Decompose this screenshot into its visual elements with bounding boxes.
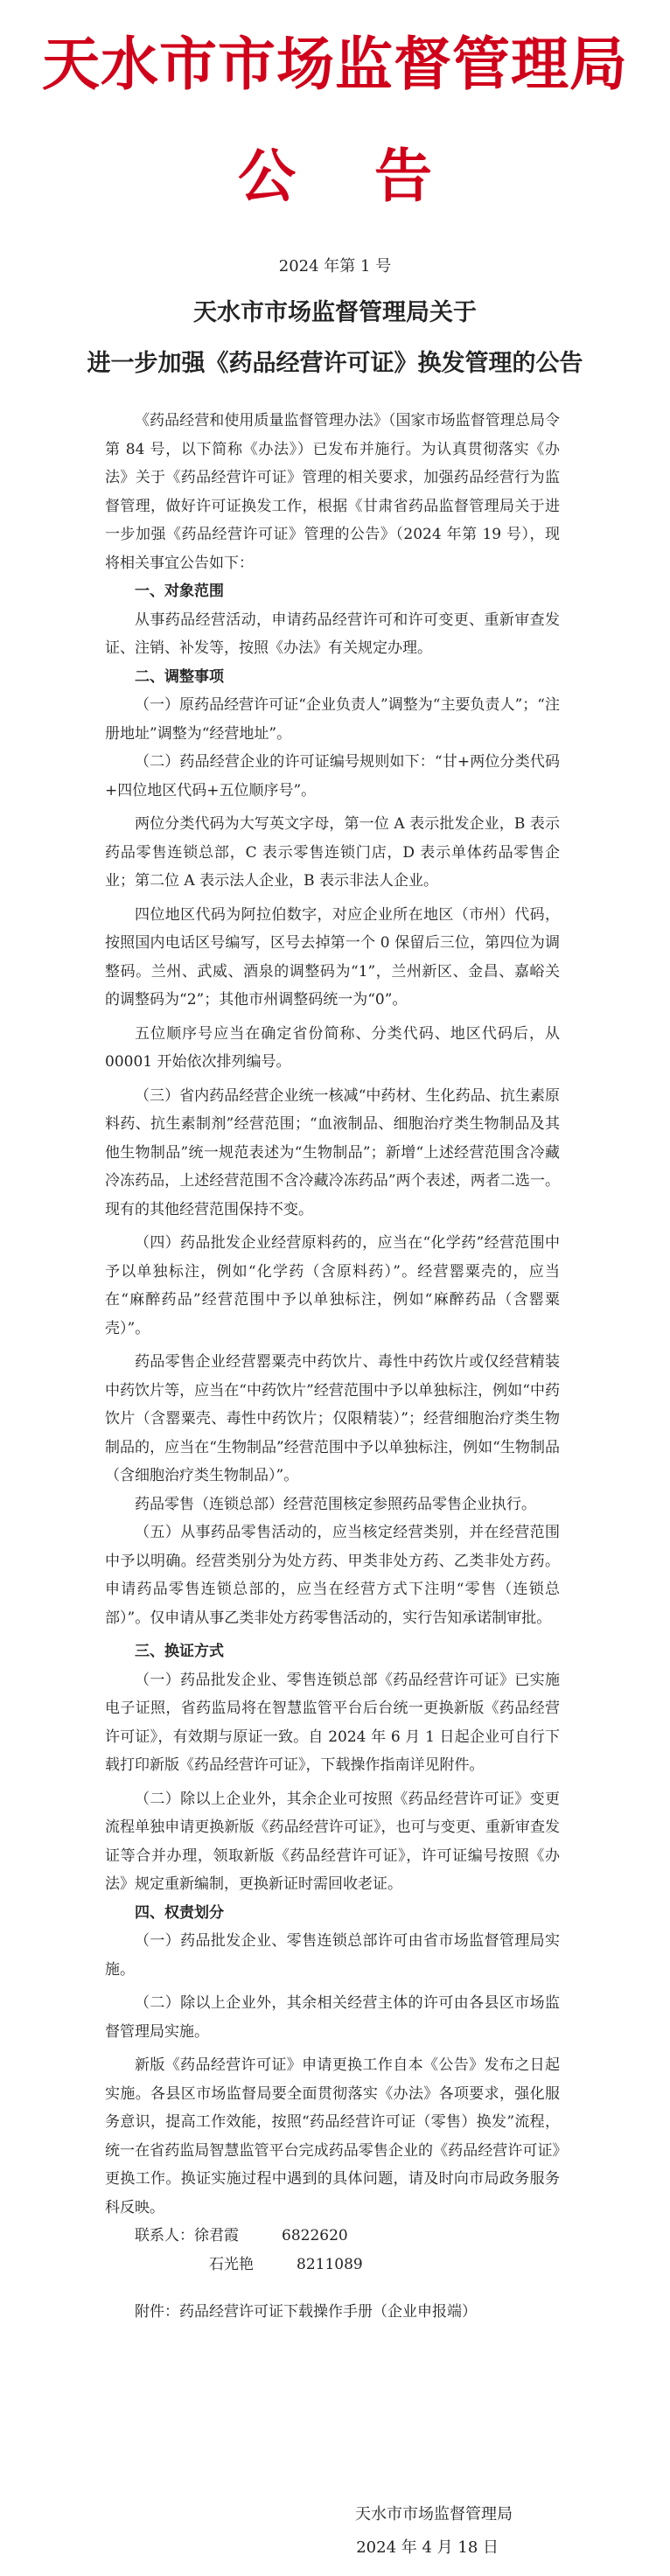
paragraph: 药品零售企业经营罂粟壳中药饮片、毒性中药饮片或仅经营精装中药饮片等，应当在“中药饮片”经营范围中予以单独标注，例如“中药饮片（含罂粟壳、毒性中药饮片；仅限精装）”；经营细胞治疗类生物制品的，应当在“生物制品”经营范围中予以单独标注，例如“生物制品（含细胞治疗类生物制品）”。 [105, 1353, 560, 1484]
paragraph: （四）药品批发企业经营原料药的，应当在“化学药”经营范围中予以单独标注，例如“化学药（含原料药）”。经营罂粟壳的，应当在“麻醉药品”经营范围中予以单独标注，例如“麻醉药品（含罂粟壳）”。 [105, 1234, 560, 1337]
section-heading: 一、对象范围 [135, 583, 224, 600]
paragraph: （一）药品批发企业、零售连锁总部许可由省市场监督管理局实施。 [105, 1932, 560, 1979]
paragraph: （一）药品批发企业、零售连锁总部《药品经营许可证》已实施电子证照，省药监局将在智慧监管平台后台统一更换新版《药品经营许可证》，有效期与原证一致。自 2024 年 6 月 1 日起企业可自行下载打印新版《药品经营许可证》，下载操作指南详见附件。 [105, 1671, 560, 1774]
contact-line-1 [105, 2222, 560, 2251]
paragraph: 药品零售（连锁总部）经营范围核定参照药品零售企业执行。 [135, 1495, 536, 1513]
contact-phone: 8211089 [297, 2255, 363, 2273]
paragraph: （二）除以上企业外，其余相关经营主体的许可由各县区市场监督管理局实施。 [105, 1994, 560, 2041]
signature-date: 2024 年 4 月 18 日 [356, 2538, 499, 2557]
document-number: 2024 年第 1 号 [278, 257, 392, 276]
section-heading: 二、调整事项 [135, 667, 224, 686]
contact-label: 联系人： [135, 2227, 194, 2244]
paragraph: （三）省内药品经营企业统一核减“中药材、生化药品、抗生素原料药、抗生素制剂”经营范围；“血液制品、细胞治疗类生物制品及其他生物制品”统一规范表述为“生物制品”；新增“上述经营范围含冷藏冷冻药品，上述经营范围不含冷藏冷冻药品”两个表述，两者二选一。现有的其他经营范围保持不变。 [105, 1086, 560, 1218]
paragraph: 四位地区代码为阿拉伯数字，对应企业所在地区（市州）代码，按照国内电话区号编写，区号去掉第一个 0 保留后三位，第四位为调整码。兰州、武威、酒泉的调整码为“1”，兰州新区、金昌、嘉峪关的调整码为“2”；其他市州调整码统一为“0”。 [105, 905, 560, 1009]
paragraph: （五）从事药品零售活动的，应当核定经营类别，并在经营范围中予以明确。经营类别分为处方药、甲类非处方药、乙类非处方药。申请药品零售连锁总部的，应当在经营方式下注明“零售（连锁总部）”。仅申请从事乙类非处方药零售活动的，实行告知承诺制审批。 [105, 1524, 560, 1627]
paragraph: 从事药品经营活动，申请药品经营许可和许可变更、重新审查发证、注销、补发等，按照《办法》有关规定办理。 [105, 611, 560, 657]
contact-name: 石光艳 [209, 2255, 254, 2273]
document-type: 公告 [238, 142, 511, 210]
intro-paragraph: 《药品经营和使用质量监督管理办法》（国家市场监督管理总局令第 84 号，以下简称《办法》）已发布并施行。为认真贯彻落实《办法》关于《药品经营许可证》管理的相关要求，加强药品经营行为监督管理，做好许可证换发工作，根据《甘肃省药品监督管理局关于进一步加强《药品经营许可证》管理的公告》（2024 年第 19 号），现将相关事宜公告如下： [105, 412, 560, 572]
paragraph: （一）原药品经营许可证“企业负责人”调整为“主要负责人”；“注册地址”调整为“经营地址”。 [105, 696, 560, 743]
section-heading: 四、权责划分 [135, 1903, 224, 1922]
paragraph: 新版《药品经营许可证》申请更换工作自本《公告》发布之日起实施。各县区市场监督局要全面贯彻落实《办法》各项要求，强化服务意识，提高工作效能，按照“药品经营许可证（零售）换发”流程，统一在省药监局智慧监管平台完成药品零售企业的《药品经营许可证》更换工作。换证实施过程中遇到的具体问题，请及时向市局政务服务科反映。 [105, 2056, 560, 2216]
title-line-2: 进一步加强《药品经营许可证》换发管理的公告 [87, 350, 583, 377]
issuer-name: 天水市市场监督管理局 [42, 30, 628, 98]
attachment-note: 附件：药品经营许可证下载操作手册（企业申报端） [135, 2303, 477, 2321]
title-line-1: 天水市市场监督管理局关于 [193, 299, 477, 326]
paragraph: 两位分类代码为大写英文字母，第一位 A 表示批发企业，B 表示药品零售连锁总部，C 表示零售连锁门店，D 表示单体药品零售企业；第二位 A 表示法人企业，B 表示非法人企业。 [105, 815, 560, 890]
paragraph: （二）药品经营企业的许可证编号规则如下：“甘+两位分类代码+四位地区代码+五位顺序号”。 [105, 753, 560, 799]
signature-organization: 天水市市场监督管理局 [355, 2505, 513, 2524]
contact-phone: 6822620 [282, 2227, 348, 2244]
paragraph: （二）除以上企业外，其余企业可按照《药品经营许可证》变更流程单独申请更换新版《药品经营许可证》，也可与变更、重新审查发证等合并办理，领取新版《药品经营许可证》，许可证编号按照《办法》规定重新编制，更换新证时需回收老证。 [105, 1790, 560, 1893]
contact-name: 徐君霞 [194, 2227, 239, 2244]
contact-line-2 [105, 2251, 560, 2279]
section-heading: 三、换证方式 [135, 1643, 224, 1660]
paragraph: 五位顺序号应当在确定省份简称、分类代码、地区代码后，从 00001 开始依次排列编号。 [105, 1024, 560, 1071]
notice-body [105, 407, 560, 2327]
